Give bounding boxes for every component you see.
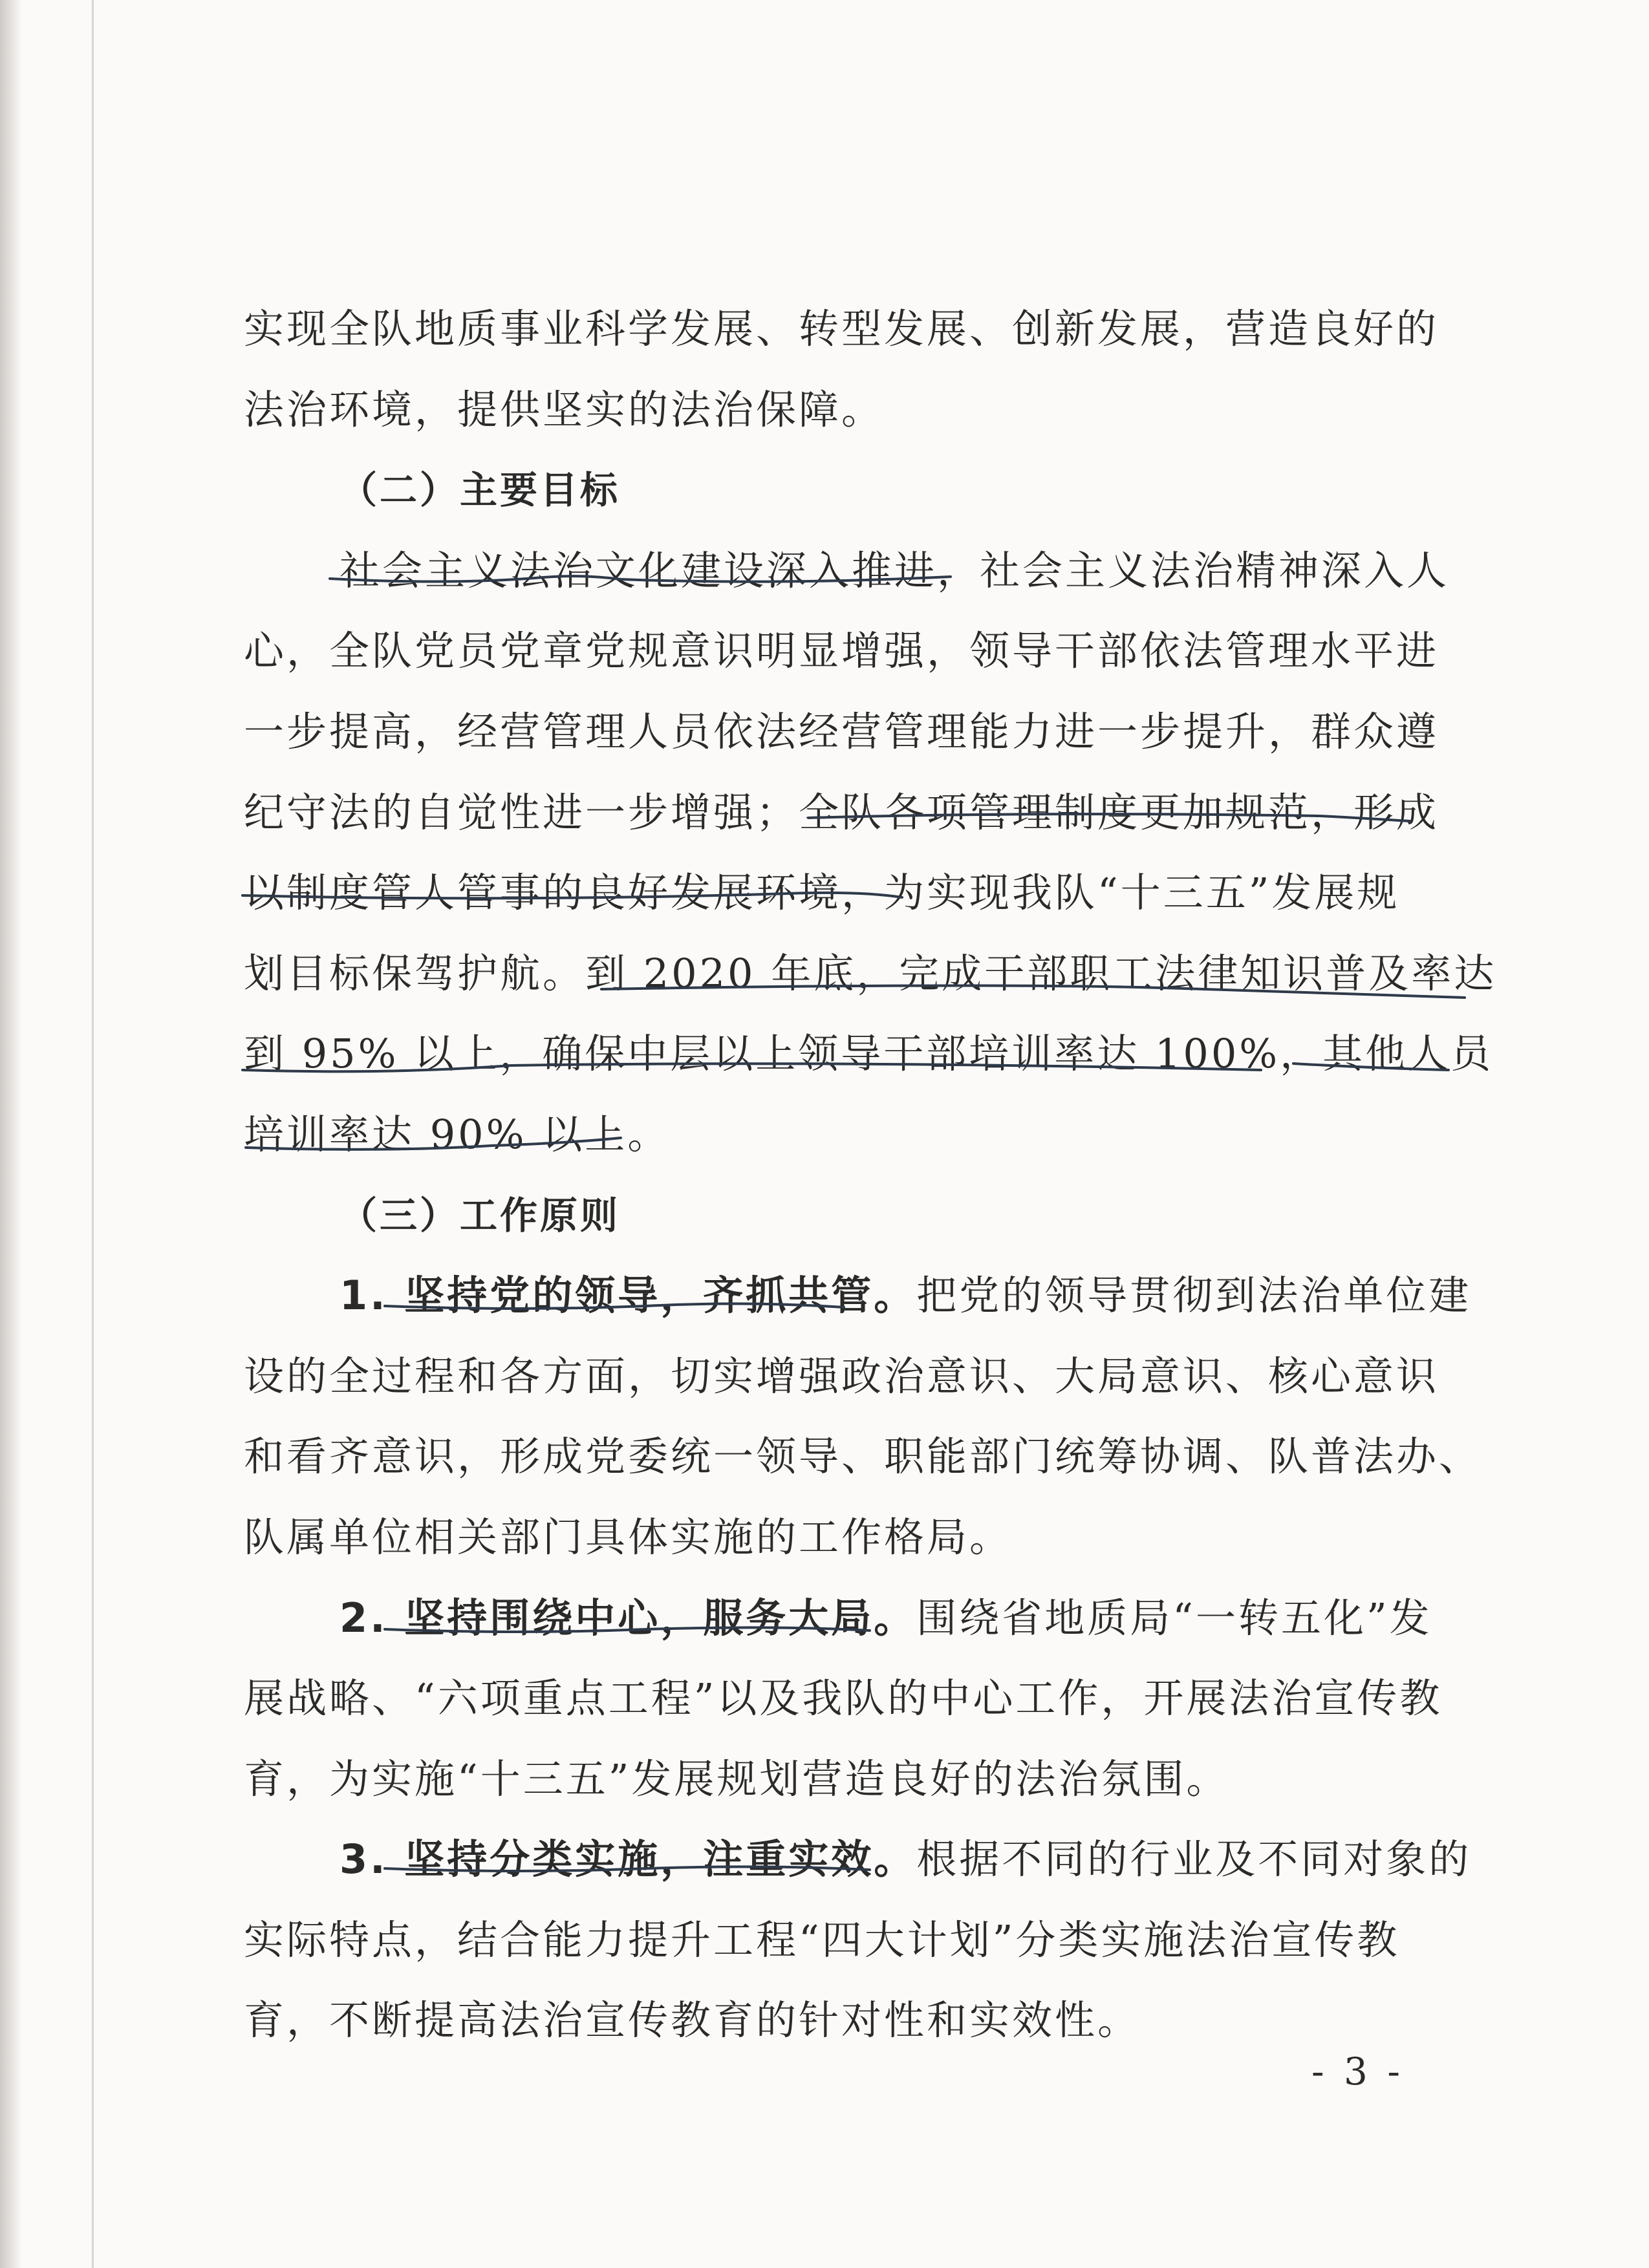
line-text: 围绕省地质局“一转五化”发 <box>916 1594 1432 1642</box>
body-line <box>244 773 1453 853</box>
body-line <box>244 692 1453 773</box>
body-line <box>244 1900 1453 1981</box>
body-line <box>244 611 1453 692</box>
line-text: 心，全队党员党章党规意识明显增强，领导干部依法管理水平进 <box>244 627 1439 675</box>
body-line <box>244 1658 1453 1739</box>
line-text: 育，不断提高法治宣传教育的针对性和实效性。 <box>244 1996 1141 2044</box>
principle-line <box>244 1819 1472 1900</box>
heading-text: （三）工作原则 <box>339 1193 621 1237</box>
principle-title: 1. 坚持党的领导，齐抓共管。 <box>339 1272 917 1320</box>
line-text: 社会主义法治文化建设深入推进，社会主义法治精神深入人 <box>339 546 1450 594</box>
body-line <box>244 1497 1453 1578</box>
principle-title: 2. 坚持围绕中心，服务大局。 <box>339 1594 917 1642</box>
body-line <box>244 1336 1453 1417</box>
document-body <box>244 289 1497 2061</box>
line-text: 培训率达 90% 以上。 <box>244 1110 671 1158</box>
heading-text: （二）主要目标 <box>339 468 621 513</box>
line-text: 一步提高，经营管理人员依法经营管理能力进一步提升，群众遵 <box>244 707 1439 755</box>
body-line <box>244 370 1453 451</box>
line-text: 把党的领导贯彻到法治单位建 <box>916 1272 1472 1320</box>
scan-shadow <box>0 0 22 2268</box>
fold-line <box>92 0 94 2268</box>
principle-line <box>244 1578 1453 1659</box>
line-text: 和看齐意识，形成党委统一领导、职能部门统筹协调、队普法办、 <box>244 1433 1482 1481</box>
line-text: 队属单位相关部门具体实施的工作格局。 <box>244 1513 1013 1561</box>
body-line <box>244 1417 1482 1497</box>
principle-line <box>244 1256 1472 1336</box>
line-text: 根据不同的行业及不同对象的 <box>916 1835 1472 1883</box>
body-line <box>244 531 1453 612</box>
body-line <box>244 289 1453 370</box>
line-text: 实际特点，结合能力提升工程“四大计划”分类实施法治宣传教 <box>244 1916 1400 1963</box>
line-text: 纪守法的自觉性进一步增强；全队各项管理制度更加规范，形成 <box>244 788 1439 836</box>
line-text: 法治环境，提供坚实的法治保障。 <box>244 385 885 433</box>
page-number: - 3 - <box>1311 2049 1404 2093</box>
section-heading <box>244 450 1453 531</box>
line-text: 划目标保驾护航。到 2020 年底，完成干部职工法律知识普及率达 <box>244 949 1497 997</box>
body-line <box>244 853 1453 934</box>
principle-title: 3. 坚持分类实施，注重实效。 <box>339 1835 917 1883</box>
line-text: 到 95% 以上，确保中层以上领导干部培训率达 100%，其他人员 <box>244 1030 1494 1078</box>
section-heading <box>244 1175 1453 1256</box>
body-line <box>244 1739 1453 1820</box>
body-line <box>244 1095 1453 1175</box>
body-line <box>244 1980 1453 2061</box>
line-text: 以制度管人管事的良好发展环境，为实现我队“十三五”发展规 <box>244 869 1400 917</box>
line-text: 育，为实施“十三五”发展规划营造良好的法治氛围。 <box>244 1755 1229 1803</box>
line-text: 实现全队地质事业科学发展、转型发展、创新发展，营造良好的 <box>244 305 1439 352</box>
line-text: 展战略、“六项重点工程”以及我队的中心工作，开展法治宣传教 <box>244 1674 1443 1722</box>
body-line <box>244 1014 1494 1095</box>
line-text: 设的全过程和各方面，切实增强政治意识、大局意识、核心意识 <box>244 1352 1439 1400</box>
body-line <box>244 934 1497 1014</box>
